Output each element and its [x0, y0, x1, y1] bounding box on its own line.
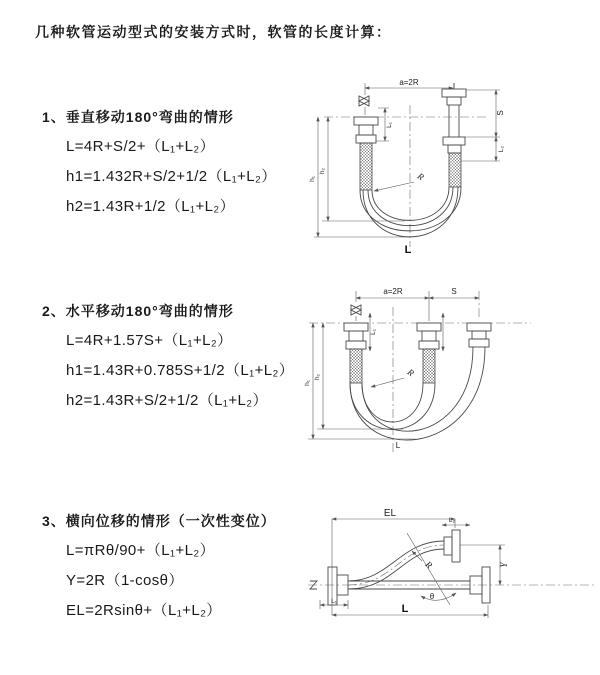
dim-label-a2r: a=2R	[383, 287, 403, 296]
dimension-l1	[370, 313, 443, 351]
dim-label-l1: L₁	[370, 329, 377, 335]
theta-label: θ	[429, 592, 435, 601]
section-heading: 3、横向位移的情形（一次性变位）	[42, 513, 276, 529]
hose-curves	[350, 347, 485, 440]
dim-label-s: S	[496, 110, 505, 116]
dim-label-l2: L₂	[448, 517, 456, 524]
section-heading: 1、垂直移动180°弯曲的情形	[42, 109, 234, 125]
page-title: 几种软管运动型式的安装方式时，软管的长度计算：	[35, 24, 392, 40]
radius-label: R	[415, 170, 426, 183]
dimension-a2r	[356, 287, 429, 321]
figure-vertical-bend	[310, 75, 566, 265]
dim-label-y: Y	[499, 562, 509, 568]
formula-h1: h1=1.432R+S/2+1/2（L₁+L₂）	[66, 168, 277, 185]
left-hose-end	[354, 117, 378, 190]
dim-label-l1: L₁	[331, 598, 337, 605]
dim-label-s: S	[451, 287, 457, 296]
section-horizontal-movement	[42, 300, 312, 416]
formula-length: L=4R+1.57S+（L₁+L₂）	[66, 332, 233, 349]
dimension-l	[332, 603, 488, 618]
radius-callout	[371, 366, 416, 387]
radius-callout	[374, 170, 426, 191]
formula-el: EL=2Rsinθ+（L₁+L₂）	[66, 602, 222, 619]
right-hose-end	[467, 323, 491, 347]
diagram-horizontal-bend-svg	[303, 283, 565, 463]
dim-label-el: EL	[383, 508, 397, 519]
dim-label-h1: h₁	[309, 176, 316, 182]
dimension-a2r	[365, 78, 454, 115]
formula-y: Y=2R（1-cosθ）	[66, 572, 184, 589]
valve-icon	[351, 305, 361, 315]
left-hose-end	[344, 323, 368, 383]
dim-label-a2r: a=2R	[399, 78, 419, 87]
length-label: L	[404, 244, 412, 256]
figure-lateral-displacement	[300, 505, 600, 650]
right-hose-end	[442, 83, 466, 187]
formula-length: L=πRθ/90+（L₁+L₂）	[66, 542, 215, 559]
diagram-lateral-displacement-svg	[300, 505, 600, 650]
diagram-vertical-bend-svg	[310, 75, 566, 265]
radius-construction	[407, 533, 456, 605]
upper-flange	[444, 530, 460, 562]
formula-h2: h2=1.43R+S/2+1/2（L₁+L₂）	[66, 392, 268, 409]
formula-h2: h2=1.43R+1/2（L₁+L₂）	[66, 198, 236, 215]
section-vertical-movement	[42, 106, 312, 222]
dimension-el	[332, 508, 455, 615]
radius-label: R	[423, 559, 435, 571]
middle-hose-end	[417, 323, 441, 383]
valve-icon	[359, 96, 369, 106]
dimension-l1	[376, 108, 393, 141]
dim-label-h2: h₂	[319, 167, 326, 175]
figure-horizontal-bend	[303, 283, 565, 463]
length-label: L	[395, 441, 401, 450]
section-heading: 2、水平移动180°弯曲的情形	[42, 303, 234, 319]
dimension-l2	[442, 517, 470, 525]
dim-label-h1: h₁	[304, 380, 311, 386]
dim-label-h2: h₂	[314, 373, 321, 381]
radius-label: R	[405, 366, 416, 379]
hose-curves	[360, 187, 461, 237]
dim-label-l1: L₁	[386, 122, 393, 128]
dimension-y	[460, 545, 509, 585]
formula-length: L=4R+S/2+（L₁+L₂）	[66, 138, 216, 155]
dimension-l2	[496, 137, 505, 161]
dim-label-l: L	[401, 603, 409, 615]
dimension-l1	[320, 598, 348, 609]
section-lateral-displacement	[42, 510, 312, 626]
formula-h1: h1=1.43R+0.785S+1/2（L₁+L₂）	[66, 362, 295, 379]
dimension-s	[429, 287, 479, 298]
dim-label-l2: L₂	[498, 145, 505, 153]
